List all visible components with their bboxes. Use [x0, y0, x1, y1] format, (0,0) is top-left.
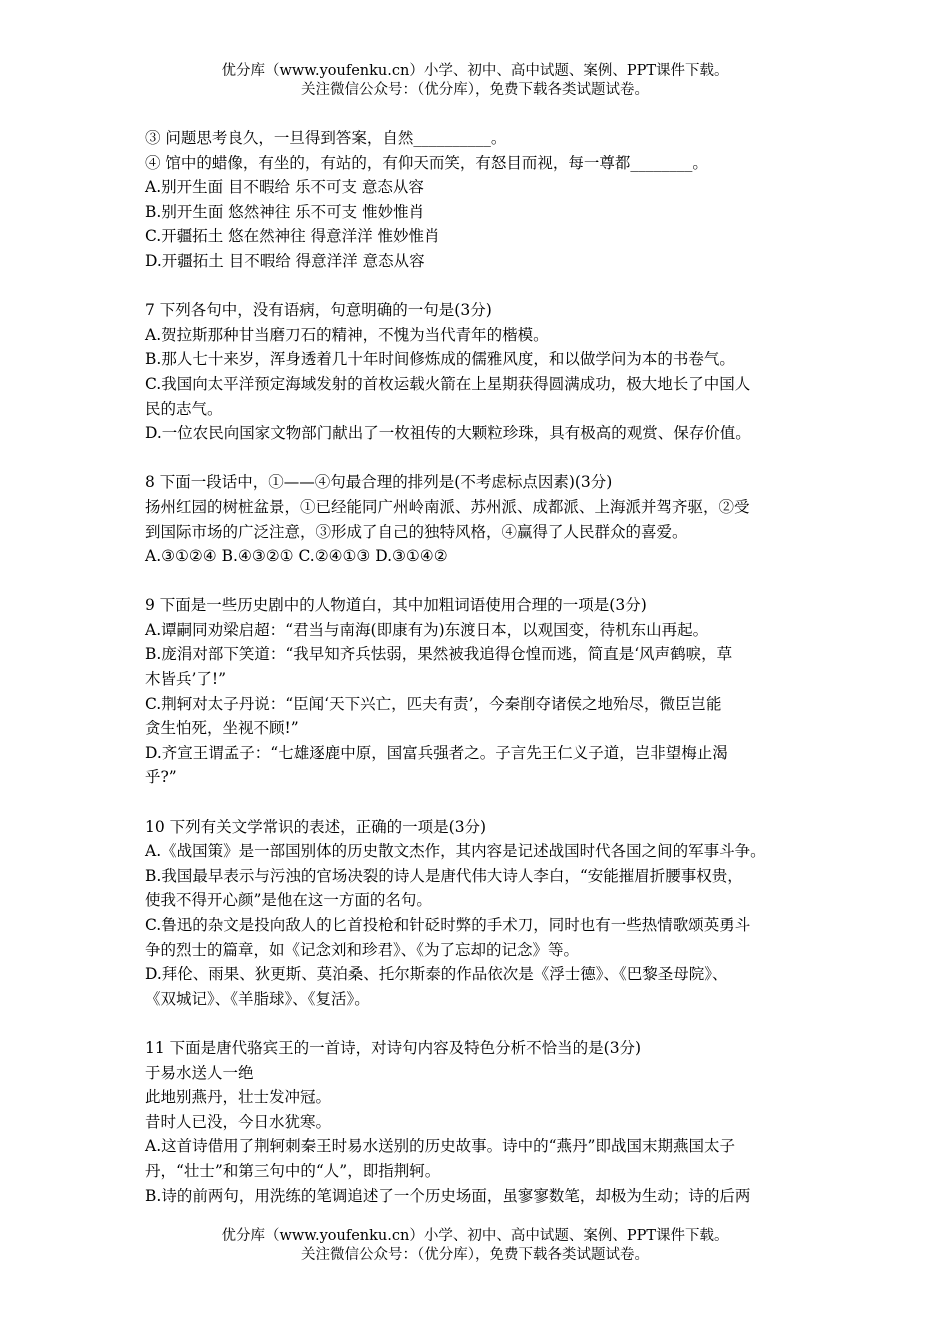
q10-option-c-line-1: C.鲁迅的杂文是投向敌人的匕首投枪和针砭时弊的手术刀，同时也有一些热情歌颂英勇斗	[145, 916, 751, 934]
q10-option-a: A.《战国策》是一部国别体的历史散文杰作，其内容是记述战国时代各国之间的军事斗争。	[145, 842, 766, 861]
question-6-tail	[145, 126, 810, 274]
footer-line-2: 关注微信公众号：（优分库），免费下载各类试题试卷。	[301, 1247, 649, 1263]
q7-option-c-line-2: 民的志气。	[145, 399, 223, 418]
q11-poem-line-1: 此地别燕丹，壮士发冲冠。	[145, 1088, 332, 1107]
q6-option-c: C.开疆拓土 悠在然神往 得意洋洋 惟妙惟肖	[145, 227, 440, 246]
q9-option-c-line-1: C.荆轲对太子丹说：“臣闻‘天下兴亡，匹夫有责’，今秦削夺诸侯之地殆尽，微臣岂能	[145, 694, 722, 713]
q10-option-d-line-2: 《双城记》、《羊脂球》、《复活》。	[145, 989, 370, 1008]
q9-option-c-line-2: 贪生怕死，坐视不顾!”	[145, 719, 299, 738]
q6-item-3: ③ 问题思考良久，一旦得到答案，自然__________。	[145, 129, 507, 147]
q8-passage-line-1: 扬州红园的树桩盆景，①已经能同广州岭南派、苏州派、成都派、上海派并驾齐驱，②受	[145, 497, 750, 516]
q9-option-d-line-2: 乎?”	[145, 768, 177, 787]
page-header	[0, 62, 950, 100]
q11-poem-line-2: 昔时人已没，今日水犹寒。	[145, 1112, 332, 1131]
header-line-2: 关注微信公众号：（优分库），免费下载各类试题试卷。	[301, 82, 649, 98]
question-10	[145, 815, 810, 1012]
q6-option-a: A.别开生面 目不暇给 乐不可支 意态从容	[145, 178, 424, 197]
q9-option-d-line-1: D.齐宣王谓孟子：“七雄逐鹿中原，国富兵强者之。子言先王仁义子道，岂非望梅止渴	[145, 743, 728, 762]
question-9	[145, 593, 810, 790]
q11-poem-title: 于易水送人一绝	[145, 1063, 254, 1082]
q6-option-b: B.别开生面 悠然神往 乐不可支 惟妙惟肖	[145, 202, 425, 221]
q9-option-a: A.谭嗣同劝梁启超：“君当与南海(即康有为)东渡日本，以观国变，待机东山再起。	[145, 620, 709, 639]
q10-stem: 10 下列有关文学常识的表述，正确的一项是(3分)	[145, 817, 487, 836]
q11-option-b-line-1: B.诗的前两句，用洗练的笔调追述了一个历史场面，虽寥寥数笔，却极为生动；诗的后两	[145, 1186, 751, 1205]
question-8	[145, 470, 810, 568]
q11-option-a-line-1: A.这首诗借用了荆轲刺秦王时易水送别的历史故事。诗中的“燕丹”即战国末期燕国太子	[145, 1137, 735, 1156]
q9-stem: 9 下面是一些历史剧中的人物道白，其中加粗词语使用合理的一项是(3分)	[145, 596, 647, 615]
footer-line-1: 优分库（www.youfenku.cn）小学、初中、高中试题、案例、PPT课件下载。	[221, 1228, 729, 1244]
q7-option-d: D.一位农民向国家文物部门献出了一枚祖传的大颗粒珍珠，具有极高的观赏、保存价值。	[145, 424, 751, 443]
q10-option-b-line-1: B.我国最早表示与污浊的官场决裂的诗人是唐代伟大诗人李白，“安能摧眉折腰事权贵，	[145, 866, 743, 885]
q8-stem: 8 下面一段话中，①——④句最合理的排列是(不考虑标点因素)(3分)	[145, 473, 613, 492]
q8-passage-line-2: 到国际市场的广泛注意，③形成了自己的独特风格，④赢得了人民群众的喜爱。	[145, 522, 688, 541]
q10-option-c-line-2: 争的烈士的篇章，如《记念刘和珍君》、《为了忘却的记念》等。	[145, 940, 580, 959]
q6-item-4: ④ 馆中的蜡像，有坐的，有站的，有仰天而笑，有怒目而视，每一尊都________。	[145, 153, 708, 172]
q9-option-b-line-1: B.庞涓对部下笑道：“我早知齐兵怯弱，果然被我追得仓惶而逃，简直是‘风声鹤唳，草	[145, 645, 733, 664]
document-body	[145, 126, 810, 1208]
q11-option-a-line-2: 丹，“壮士”和第三句中的“人”，即指荆轲。	[145, 1161, 441, 1180]
question-11	[145, 1036, 810, 1208]
question-7	[145, 298, 810, 446]
q6-option-d: D.开疆拓土 目不暇给 得意洋洋 意态从容	[145, 251, 425, 270]
q7-option-c-line-1: C.我国向太平洋预定海域发射的首枚运载火箭在上星期获得圆满成功，极大地长了中国人	[145, 374, 751, 393]
header-line-1: 优分库（www.youfenku.cn）小学、初中、高中试题、案例、PPT课件下载。	[221, 63, 729, 79]
q10-option-b-line-2: 使我不得开心颜”是他在这一方面的名句。	[145, 891, 432, 910]
q7-stem: 7 下列各句中，没有语病，句意明确的一句是(3分)	[145, 301, 492, 320]
q11-stem: 11 下面是唐代骆宾王的一首诗，对诗句内容及特色分析不恰当的是(3分)	[145, 1038, 642, 1057]
q7-option-a: A.贺拉斯那种甘当磨刀石的精神，不愧为当代青年的楷模。	[145, 325, 549, 344]
q9-option-b-line-2: 木皆兵’了!”	[145, 670, 227, 689]
q10-option-d-line-1: D.拜伦、雨果、狄更斯、莫泊桑、托尔斯泰的作品依次是《浮士德》、《巴黎圣母院》、	[145, 965, 728, 984]
q8-options: A.③①②④ B.④③②① C.②④①③ D.③①④②	[145, 547, 448, 566]
page-footer	[0, 1227, 950, 1265]
q7-option-b: B.那人七十来岁，浑身透着几十年时间修炼成的儒雅风度，和以做学问为本的书卷气。	[145, 350, 735, 369]
